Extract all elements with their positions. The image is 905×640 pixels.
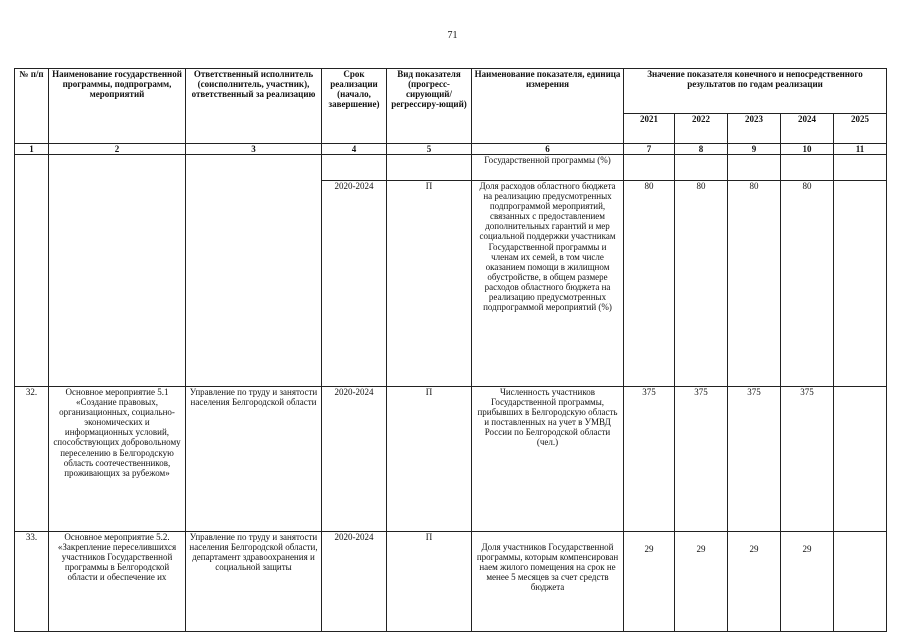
row-term	[322, 155, 387, 181]
row-executor: Управление по труду и занятости населения Белгородской области, департамент здравоохранения и социальной защиты	[186, 532, 322, 632]
row-value: 80	[624, 181, 675, 387]
column-number: 5	[387, 144, 472, 155]
row-value	[781, 155, 834, 181]
row-indicator: Государственной программы (%)	[472, 155, 624, 181]
column-number: 4	[322, 144, 387, 155]
row-value: 375	[675, 387, 728, 532]
row-kind: П	[387, 181, 472, 387]
row-indicator: Доля расходов областного бюджета на реализацию предусмотренных подпрограммой мероприятий, связанных с предоставлением дополнительных гарантий и мер социальной поддержки участникам Государственной программы и членам их семей, в том числе оказанием помощи в жилищном обустройстве, в общем размере расходов областного бюджета на реализацию предусмотренных подпрограммой мероприятий (%)	[472, 181, 624, 387]
row-value	[834, 155, 887, 181]
column-number: 3	[186, 144, 322, 155]
header-kind: Вид показателя (прогресс-сирующий/ регрессиру-ющий)	[387, 69, 472, 144]
column-number: 7	[624, 144, 675, 155]
table-row	[15, 155, 887, 181]
header-year: 2021	[624, 114, 675, 144]
row-num: 32.	[15, 387, 49, 532]
row-value: 29	[624, 532, 675, 632]
row-value: 80	[728, 181, 781, 387]
row-value: 29	[781, 532, 834, 632]
header-year: 2024	[781, 114, 834, 144]
column-number: 8	[675, 144, 728, 155]
row-kind	[387, 155, 472, 181]
column-number: 10	[781, 144, 834, 155]
row-value	[834, 181, 887, 387]
column-number: 6	[472, 144, 624, 155]
header-executor: Ответственный исполнитель (соисполнитель, участник), ответственный за реализацию	[186, 69, 322, 144]
row-value: 80	[781, 181, 834, 387]
header-values-group: Значение показателя конечного и непосредственного результатов по годам реализации	[624, 69, 887, 114]
row-value: 29	[675, 532, 728, 632]
row-term: 2020-2024	[322, 181, 387, 387]
header-row	[15, 69, 887, 114]
column-number: 11	[834, 144, 887, 155]
row-value: 375	[624, 387, 675, 532]
row-value	[834, 532, 887, 632]
header-year: 2023	[728, 114, 781, 144]
page-number: 71	[447, 30, 458, 41]
table-row	[15, 532, 887, 632]
header-num: № п/п	[15, 69, 49, 144]
row-value	[675, 155, 728, 181]
row-value	[624, 155, 675, 181]
row-num	[15, 155, 49, 387]
row-num: 33.	[15, 532, 49, 632]
row-name	[49, 155, 186, 387]
header-term: Срок реализации (начало, завершение)	[322, 69, 387, 144]
column-numbers-row	[15, 144, 887, 155]
column-number: 9	[728, 144, 781, 155]
row-value: 29	[728, 532, 781, 632]
row-indicator: Доля участников Государственной программы, которым компенсирован наем жилого помещения на срок не менее 5 месяцев за счет средств бюджета	[472, 532, 624, 632]
row-value: 80	[675, 181, 728, 387]
row-indicator: Численность участников Государственной программы, прибывших в Белгородскую область и поставленных на учет в УМВД России по Белгородской области (чел.)	[472, 387, 624, 532]
row-executor	[186, 155, 322, 387]
table-row	[15, 387, 887, 532]
row-kind: П	[387, 532, 472, 632]
row-value: 375	[781, 387, 834, 532]
row-term: 2020-2024	[322, 387, 387, 532]
row-term: 2020-2024	[322, 532, 387, 632]
row-name: Основное мероприятие 5.2. «Закрепление переселившихся участников Государственной программы в Белгородской области и обеспечение их	[49, 532, 186, 632]
header-name: Наименование государственной программы, подпрограмм, мероприятий	[49, 69, 186, 144]
row-value	[834, 387, 887, 532]
column-number: 1	[15, 144, 49, 155]
row-executor: Управление по труду и занятости населения Белгородской области	[186, 387, 322, 532]
column-number: 2	[49, 144, 186, 155]
row-kind: П	[387, 387, 472, 532]
indicators-table	[14, 68, 887, 632]
header-year: 2025	[834, 114, 887, 144]
row-name: Основное мероприятие 5.1 «Создание правовых, организационных, социально-экономических и информационных условий, способствующих добровольному переселению в Белгородскую область соотечественников, проживающих за рубежом»	[49, 387, 186, 532]
header-indicator: Наименование показателя, единица измерения	[472, 69, 624, 144]
row-value	[728, 155, 781, 181]
row-value: 375	[728, 387, 781, 532]
header-year: 2022	[675, 114, 728, 144]
